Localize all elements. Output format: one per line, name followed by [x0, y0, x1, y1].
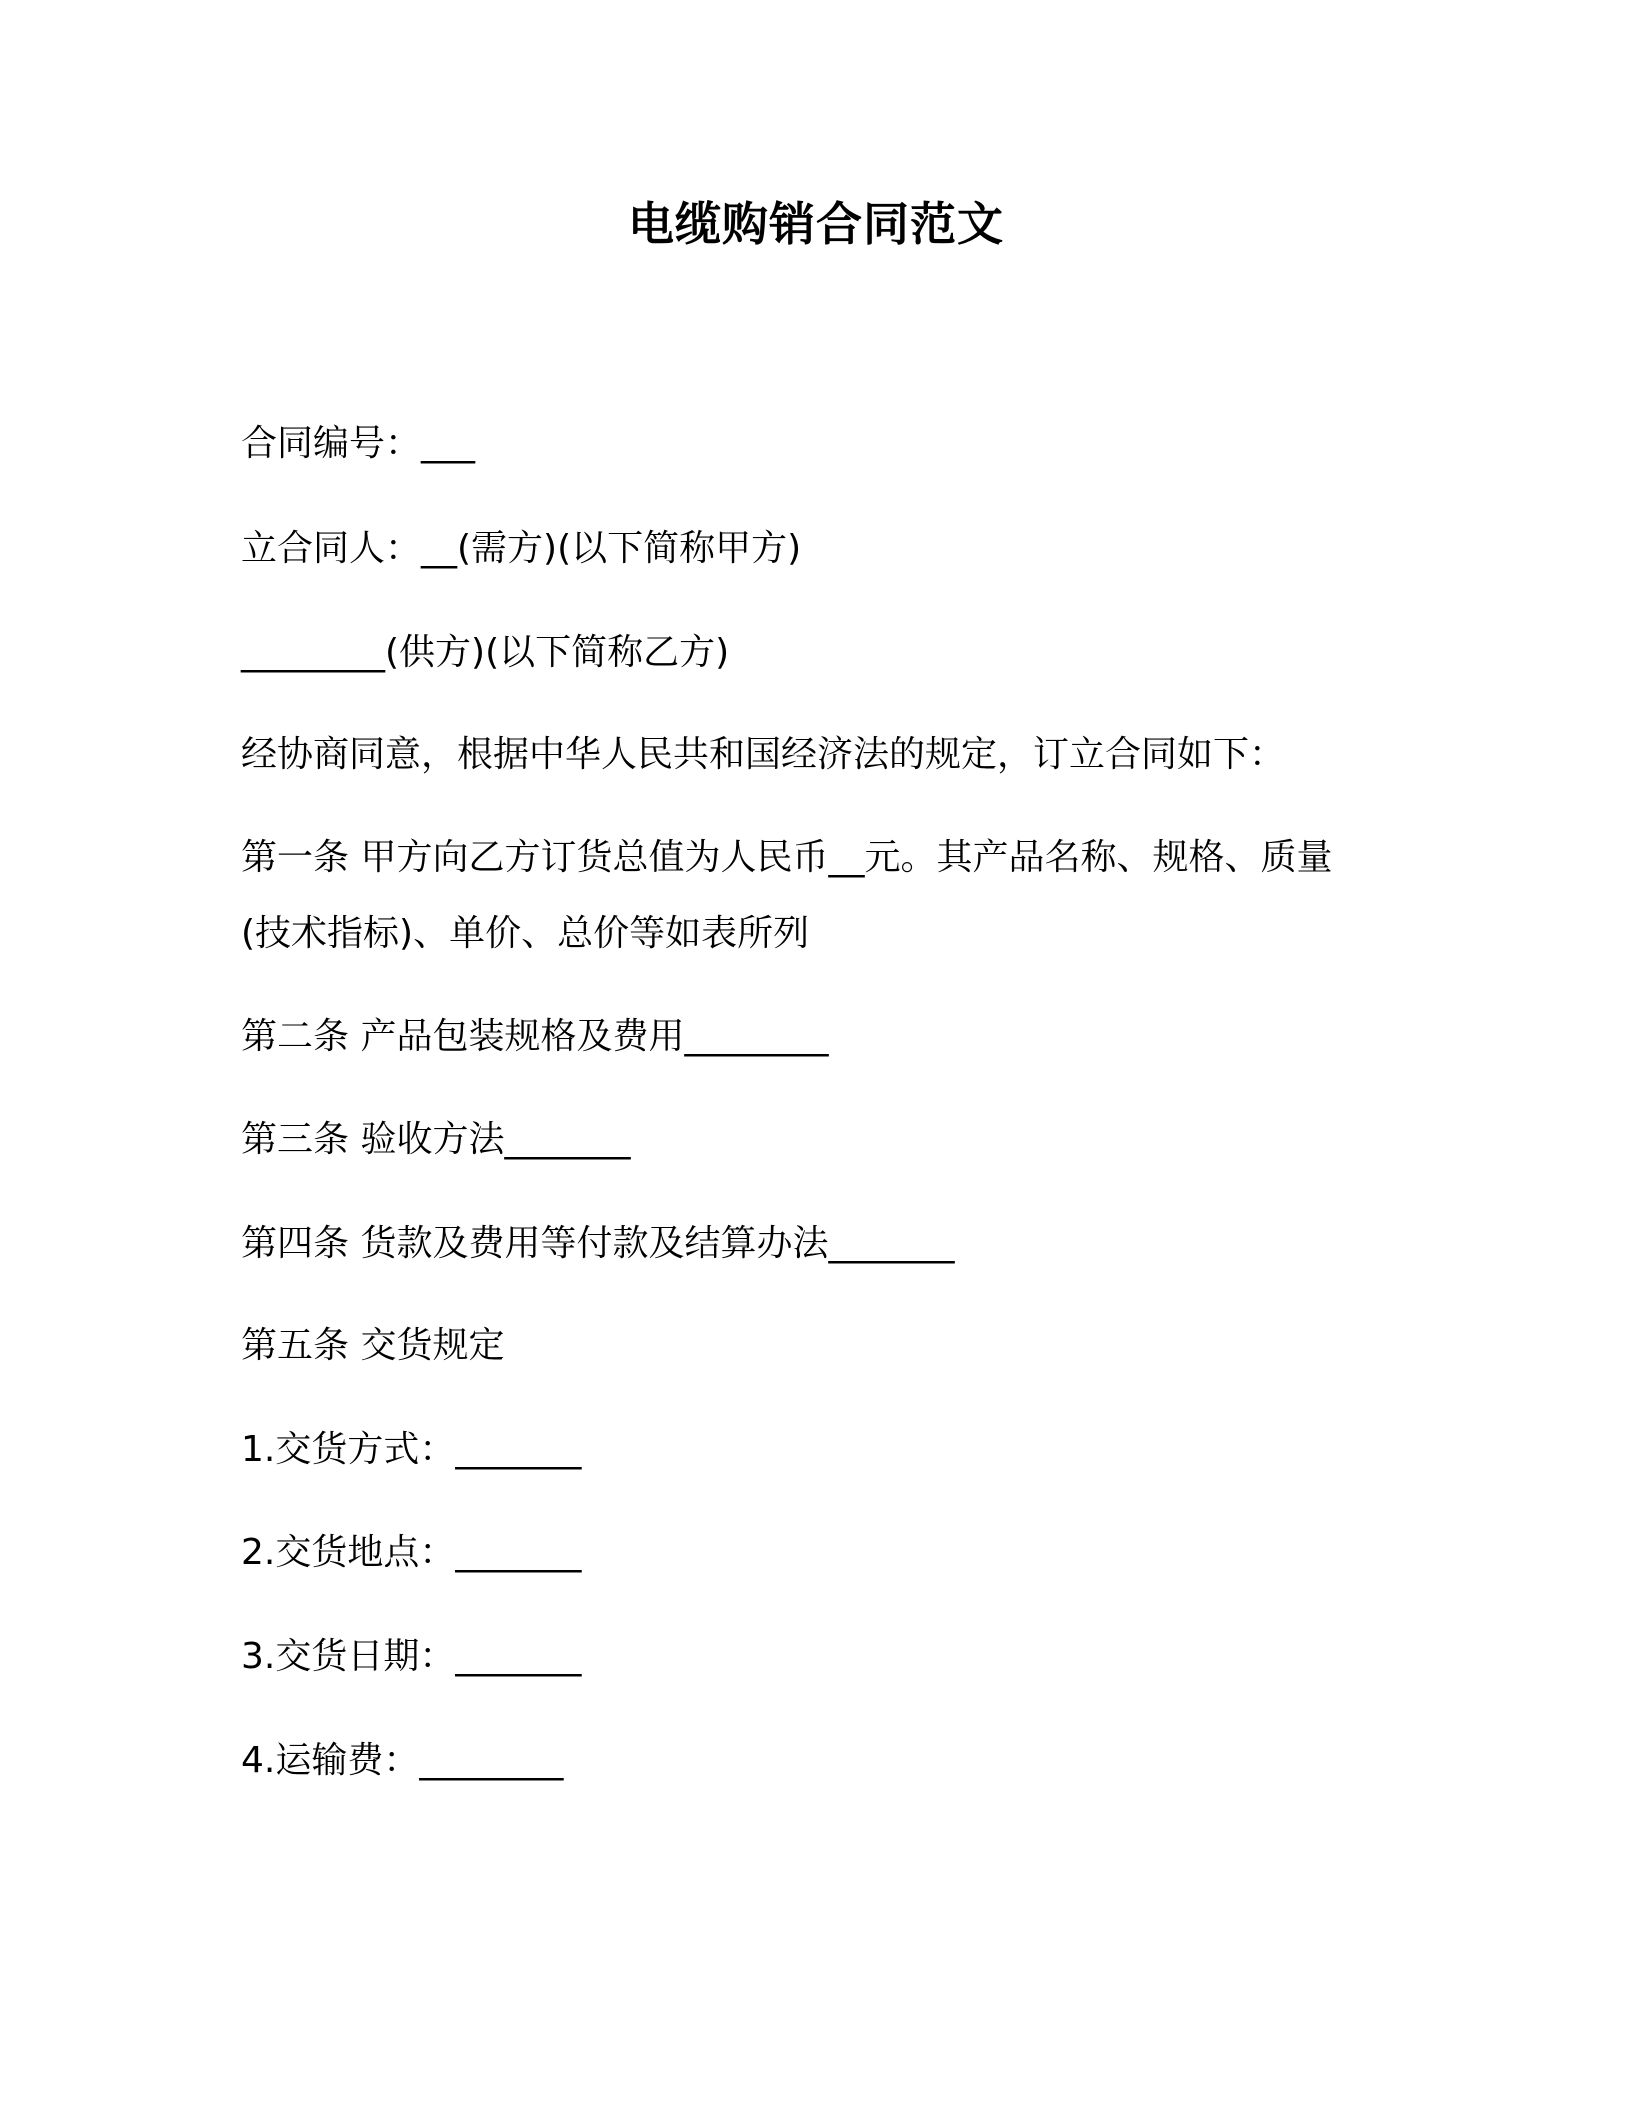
delivery-date-line: 3.交货日期：_______	[241, 1636, 582, 1677]
article-1-line-2: (技术指标)、单价、总价等如表所列	[241, 913, 810, 954]
article-5-line: 第五条 交货规定	[241, 1325, 505, 1366]
party-a-line: 立合同人：__(需方)(以下简称甲方)	[241, 528, 802, 569]
party-b-line: ________(供方)(以下简称乙方)	[241, 632, 730, 673]
contract-number-line: 合同编号：___	[241, 423, 476, 464]
delivery-method-line: 1.交货方式：_______	[241, 1429, 582, 1470]
article-2-line: 第二条 产品包装规格及费用________	[241, 1016, 829, 1057]
preamble-line: 经协商同意，根据中华人民共和国经济法的规定，订立合同如下：	[241, 734, 1286, 775]
article-1-line-1: 第一条 甲方向乙方订货总值为人民币__元。其产品名称、规格、质量	[241, 837, 1333, 878]
article-3-line: 第三条 验收方法_______	[241, 1119, 631, 1160]
article-4-line: 第四条 货款及费用等付款及结算办法_______	[241, 1223, 955, 1264]
document-title: 电缆购销合同范文	[628, 197, 1004, 251]
delivery-location-line: 2.交货地点：_______	[241, 1532, 582, 1573]
transport-fee-line: 4.运输费：________	[241, 1740, 564, 1781]
